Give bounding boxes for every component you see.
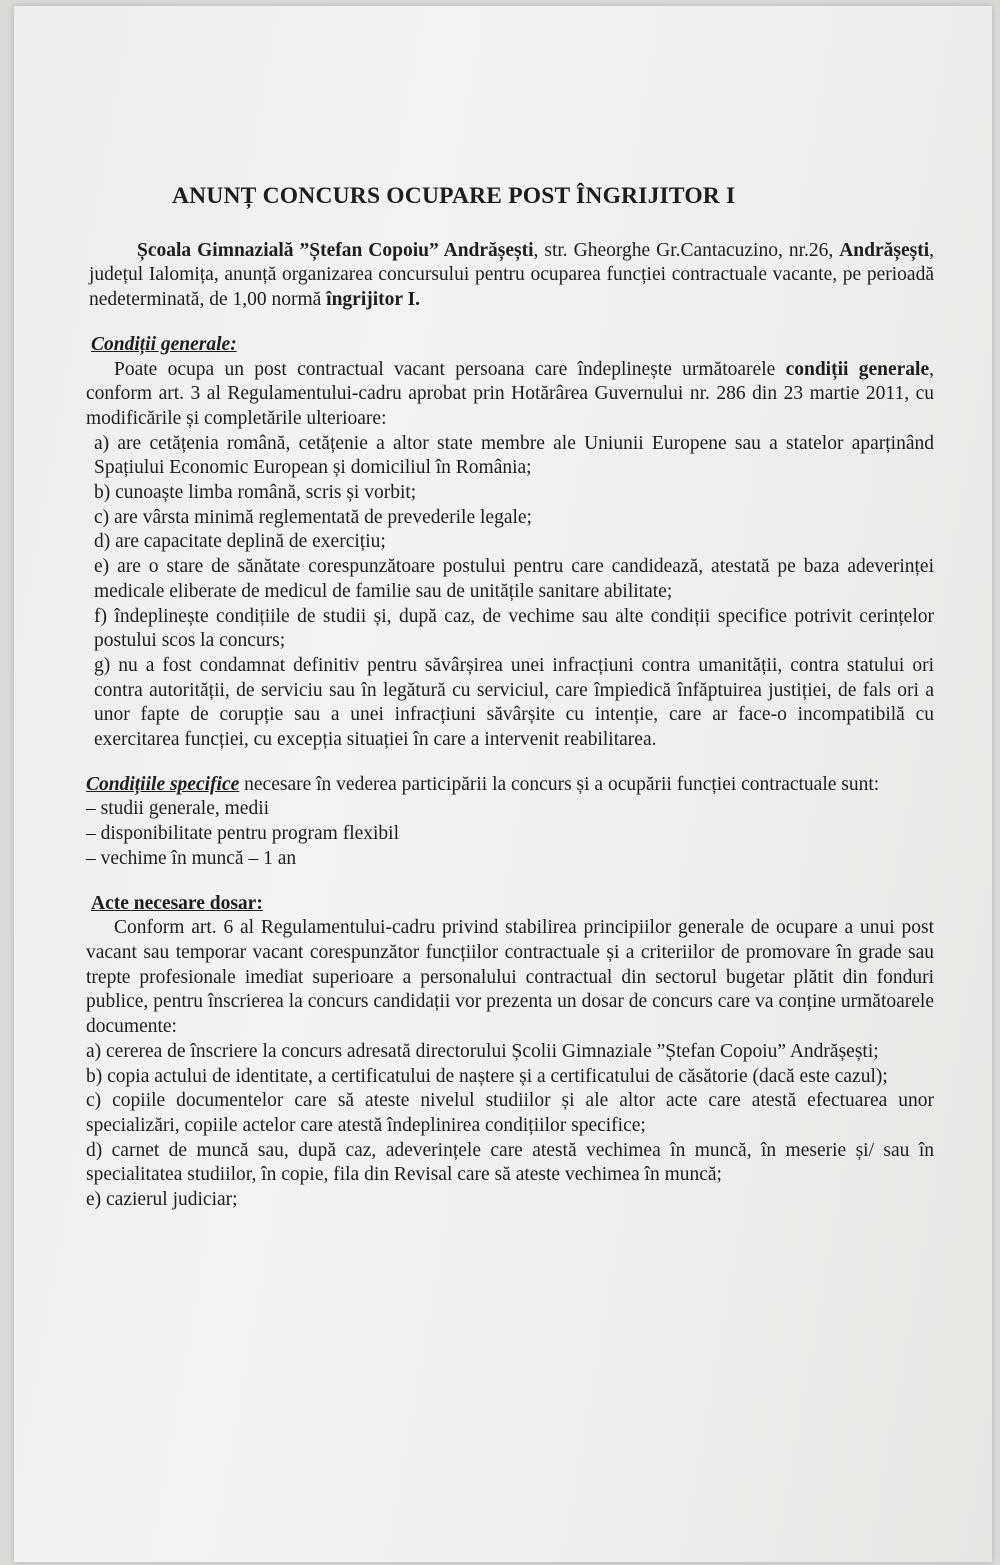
documents-lead: Conform art. 6 al Regulamentului-cadru privind stabilirea principiilor generale de ocupare a unui post vacant sau temporar vacant corespunzător funcțiilor contractuale și a criteriilor de promovare în grade sau trepte profesionale imediat superioare a personalului contractual din sectorul bugetar plătit din fonduri publice, pentru înscrierea la concurs candidații vor prezenta un dosar de concurs care va conține următoarele documente:	[86, 917, 934, 1038]
specific-conditions-lead: Condițiile specifice necesare în vederea participării la concurs și a ocupării funcției contractuale sunt:	[86, 773, 880, 795]
documents-item-a: a) cererea de înscriere la concurs adresată directorului Școlii Gimnaziale ”Ștefan Copoiu” Andrășești;	[86, 1040, 879, 1062]
documents-heading-line	[91, 892, 934, 917]
general-conditions-lead: Poate ocupa un post contractual vacant persoana care îndeplinește următoarele condiții generale, conform art. 3 al Regulamentului-cadru aprobat prin Hotărârea Guvernului nr. 286 din 23 martie 2011, cu modificările și completările ulterioare:	[86, 358, 934, 429]
general-conditions-heading: Condiții generale:	[91, 333, 237, 355]
documents-item-c: c) copiile documentelor care să ateste nivelul studiilor și ale altor acte care atestă efectuarea unor specializări, copiile actelor care atestă îndeplinirea condițiilor specifice;	[86, 1090, 934, 1136]
specific-item-seniority: – vechime în muncă – 1 an	[86, 847, 297, 869]
documents-item-b: b) copia actului de identitate, a certificatului de naștere și a certificatului de căsătorie (dacă este cazul);	[86, 1065, 888, 1087]
general-conditions-bold: condiții generale	[785, 358, 930, 380]
intro-paragraph	[89, 239, 934, 313]
general-item-g: g) nu a fost condamnat definitiv pentru săvârșirea unei infracțiuni contra umanității, contra statului ori contra autorității, de serviciu sau în legătură cu serviciul, care împiedică înfăptuirea justiției, de fals ori a unor fapte de corupție sau a unei infracțiuni săvârșite cu intenție, care ar face-o incompatibilă cu exercitarea funcției, cu excepția situației în care a intervenit reabilitarea.	[94, 654, 934, 751]
school-name: Școala Gimnazială ”Ștefan Copoiu” Andrășești	[137, 239, 534, 261]
document-body	[86, 184, 934, 1213]
general-item-d: d) are capacitate deplină de exercițiu;	[94, 531, 386, 553]
locality-name: Andrășești	[839, 239, 930, 261]
post-name: îngrijitor I.	[326, 289, 421, 311]
general-conditions-heading-line	[91, 333, 934, 358]
intro-text-2: , județul Ialomița, anunță organizarea concursului pentru ocuparea funcției contractuale vacante, pe perioadă nedeterminată, de 1,00 normă	[89, 239, 934, 311]
general-item-a: a) are cetățenia română, cetățenie a altor state membre ale Uniunii Europene sau a statelor aparținând Spațiului Economic European și domiciliul în România;	[94, 432, 934, 479]
document-page	[14, 6, 992, 1562]
general-item-f: f) îndeplinește condițiile de studii și, după caz, de vechime sau alte condiții specifice potrivit cerințelor postului scos la concurs;	[94, 605, 934, 652]
documents-item-e: e) cazierul judiciar;	[86, 1189, 238, 1211]
intro-text-1: , str. Gheorghe Gr.Cantacuzino, nr.26,	[533, 239, 840, 261]
specific-item-studies: – studii generale, medii	[86, 798, 270, 820]
general-item-c: c) are vârsta minimă reglementată de prevederile legale;	[94, 506, 532, 528]
general-item-b: b) cunoaște limba română, scris și vorbit;	[94, 482, 417, 504]
page-title: ANUNȚ CONCURS OCUPARE POST ÎNGRIJITOR I	[172, 183, 736, 209]
specific-conditions-heading: Condițiile specifice	[86, 773, 240, 795]
documents-item-d: d) carnet de muncă sau, după caz, adeverințele care atestă vechimea în muncă, în meserie și/ sau în specialitatea studiilor, în copie, fila din Revisal care să ateste vechimea în muncă;	[86, 1139, 934, 1186]
specific-item-availability: – disponibilitate pentru program flexibil	[86, 823, 400, 845]
general-item-e: e) are o stare de sănătate corespunzătoare postului pentru care candidează, atestată pe baza adeverinței medicale eliberate de medicul de familie sau de unitățile sanitare abilitate;	[94, 556, 934, 602]
documents-heading: Acte necesare dosar:	[91, 892, 263, 914]
